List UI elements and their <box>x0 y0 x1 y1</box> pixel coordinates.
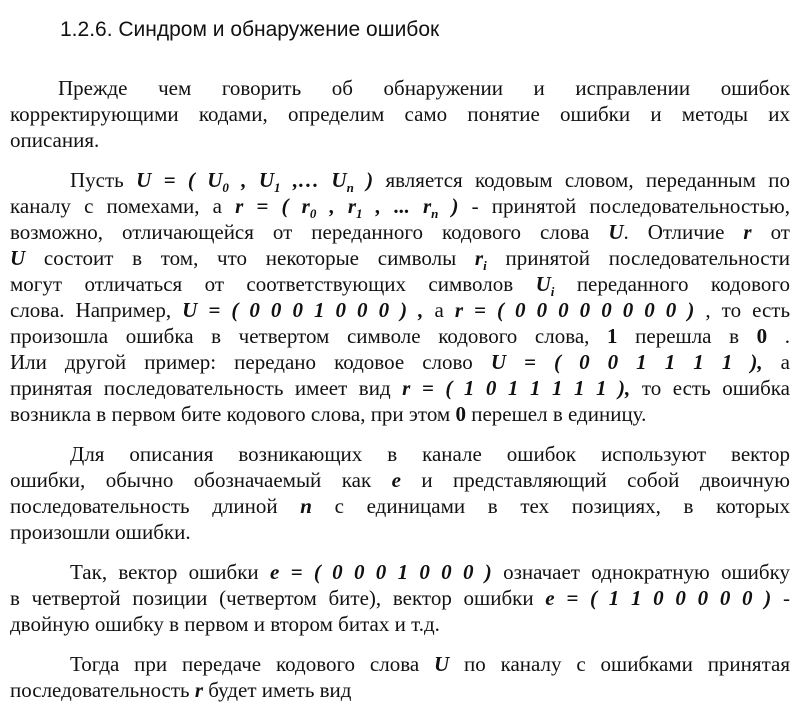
text-run: от <box>751 220 790 244</box>
text-run: по каналу с ошибками принятая <box>449 652 790 676</box>
text-run: последовательность <box>10 678 195 702</box>
math-symbol: r <box>194 678 204 702</box>
paragraph-4-line-1 <box>70 560 790 586</box>
text-run: Пусть <box>70 168 137 192</box>
math-symbol: r = ( r <box>235 194 310 218</box>
math-symbol: 0 <box>309 206 317 220</box>
math-symbol: i <box>483 258 487 272</box>
text-run: Тогда при передаче кодового слова <box>70 652 434 676</box>
paragraph-5-line-2 <box>10 678 790 704</box>
text-run: . Отличие <box>623 220 744 244</box>
text-run: произошли ошибки. <box>10 520 191 544</box>
text-run: а <box>423 298 455 322</box>
math-symbol: ) <box>353 168 374 192</box>
text-run: принятой последовательности <box>486 246 790 270</box>
paragraph-1-line-1 <box>58 76 790 102</box>
paragraph-4-line-2 <box>10 586 790 612</box>
text-run: слова. Например, <box>10 298 183 322</box>
text-run: то есть ошибка <box>630 376 790 400</box>
math-symbol: n <box>300 494 312 518</box>
bold-digit: 1 <box>607 324 618 348</box>
text-run: , то есть <box>694 298 790 322</box>
text-run: Так, вектор ошибки <box>70 560 270 584</box>
text-run: ошибки, обычно обозначаемый как <box>10 468 392 492</box>
text-run: состоит в том, что некоторые символы <box>25 246 475 270</box>
text-run: двойную ошибку в первом и втором битах и т.д. <box>10 612 440 636</box>
paragraph-1-line-3 <box>10 128 790 154</box>
text-run: Или другой пример: передано кодовое слово <box>10 350 491 374</box>
text-run: с единицами в тех позициях, в которых <box>311 494 790 518</box>
math-symbol: e = ( 1 1 0 0 0 0 0 ) <box>545 586 772 610</box>
paragraph-2-line-8 <box>10 350 790 376</box>
paragraph-4-line-3 <box>10 612 790 638</box>
math-symbol: 0 <box>222 180 229 194</box>
text-run: - <box>771 586 790 610</box>
math-symbol: U = ( 0 0 0 1 0 0 0 ) , <box>182 298 424 322</box>
paragraph-2-line-4 <box>10 246 790 272</box>
math-symbol: U <box>535 272 551 296</box>
paragraph-3-line-3 <box>10 494 790 520</box>
text-run: . <box>767 324 790 348</box>
math-symbol: U <box>608 220 624 244</box>
math-symbol: i <box>550 284 555 298</box>
text-run: произошла ошибка в четвертом символе кодового слова, <box>10 324 608 348</box>
math-symbol: 1 <box>356 206 363 220</box>
paragraph-3-line-4 <box>10 520 790 546</box>
paragraph-2-line-3 <box>10 220 790 246</box>
text-run: Для описания возникающих в канале ошибок используют вектор <box>70 442 790 466</box>
text-run: возможно, отличающейся от переданного кодового слова <box>10 220 609 244</box>
text-run: могут отличаться от соответствующих символов <box>10 272 536 296</box>
math-symbol: ) <box>438 194 459 218</box>
paragraph-2-line-7 <box>10 324 790 350</box>
text-run: а <box>762 350 790 374</box>
text-run: Прежде чем говорить об обнаружении и исправлении ошибок <box>58 76 790 100</box>
paragraph-1-line-2 <box>10 102 790 128</box>
text-run: возникла в первом бите кодового слова, при этом <box>10 402 456 426</box>
text-run: означает однократную ошибку <box>491 560 790 584</box>
math-symbol: , U <box>228 168 274 192</box>
bold-digit: 0 <box>455 402 466 426</box>
text-run: перешел в единицу. <box>465 402 647 426</box>
paragraph-2-line-1 <box>70 168 790 194</box>
paragraph-3-line-2 <box>10 468 790 494</box>
math-symbol: r <box>474 246 484 270</box>
math-symbol: n <box>431 206 439 220</box>
paragraph-2-line-5 <box>10 272 790 298</box>
paragraph-5-line-1 <box>70 652 790 678</box>
math-symbol: ,… U <box>280 168 347 192</box>
text-run: описания. <box>10 128 100 152</box>
paragraph-2-line-6 <box>10 298 790 324</box>
text-run: является кодовым словом, переданным по <box>373 168 790 192</box>
text-run: будет иметь вид <box>203 678 352 702</box>
math-symbol: r = ( 1 0 1 1 1 1 1 ), <box>402 376 631 400</box>
text-run: переданного кодового <box>554 272 790 296</box>
text-run: принятая последовательность имеет вид <box>10 376 403 400</box>
section-heading: 1.2.6. Синдром и обнаружение ошибок <box>60 18 440 41</box>
paragraph-2-line-9 <box>10 376 790 402</box>
text-run: корректирующими кодами, определим само понятие ошибки и методы их <box>10 102 790 126</box>
math-symbol: n <box>346 180 354 194</box>
paragraph-3-line-1 <box>70 442 790 468</box>
paragraph-2-line-2 <box>10 194 790 220</box>
text-run: и представляющий собой двоичную <box>400 468 790 492</box>
text-run: - принятой последовательностью, <box>458 194 790 218</box>
math-symbol: r = ( 0 0 0 0 0 0 0 0 ) <box>454 298 695 322</box>
bold-digit: 0 <box>756 324 768 348</box>
math-symbol: U <box>434 652 450 676</box>
math-symbol: e <box>391 468 401 492</box>
text-run: перешла в <box>617 324 757 348</box>
math-symbol: 1 <box>274 180 281 194</box>
math-symbol: , ... r <box>362 194 432 218</box>
math-symbol: r <box>743 220 752 244</box>
math-symbol: U = ( U <box>136 168 223 192</box>
text-run: в четвертой позиции (четвертом бите), вектор ошибки <box>10 586 546 610</box>
math-symbol: U <box>10 246 26 270</box>
math-symbol: e = ( 0 0 0 1 0 0 0 ) <box>269 560 492 584</box>
text-run: каналу с помехами, а <box>10 194 236 218</box>
text-run: последовательность длиной <box>10 494 301 518</box>
math-symbol: , r <box>316 194 357 218</box>
paragraph-2-line-10 <box>10 402 790 428</box>
math-symbol: U = ( 0 0 1 1 1 1 ), <box>490 350 763 374</box>
